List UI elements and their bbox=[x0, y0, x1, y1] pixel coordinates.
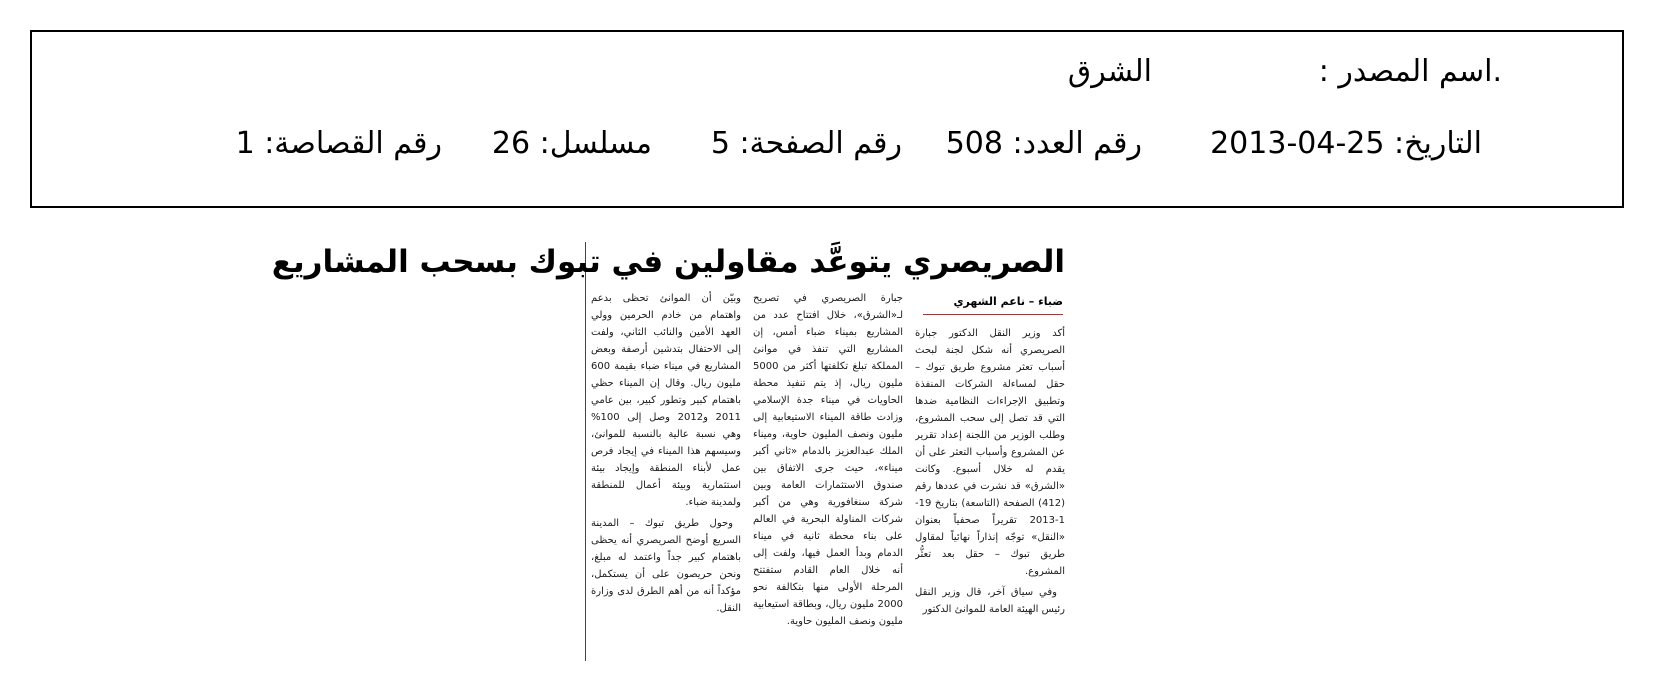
issue-number-field: رقم العدد: 508 bbox=[945, 126, 1142, 161]
newspaper-clipping bbox=[271, 240, 1075, 663]
paragraph: أكد وزير النقل الدكتور جبارة الصريصري أنه شكل لجنة لبحث أسباب تعثر مشروع طريق تبوك – حقل لمساءلة الشركات المنفذة وتطبيق الإجراءات النظامية ضدها التي قد تصل إلى سحب المشروع، وطلب الوزير من اللجنة إعداد تقرير عن المشروع وأسباب التعثر على أن يقدم له خلال أسبوع. وكانت «الشرق» قد نشرت في عددها رقم (412) الصفحة (التاسعة) بتاريخ 19-1-2013 تقريراً صحفياً بعنوان «النقل» توجّه إنذاراً نهائياً لمقاول طريق تبوك – حقل بعد تعثُّر المشروع. bbox=[915, 328, 1065, 577]
article-column-3 bbox=[591, 290, 741, 663]
page-number-field: رقم الصفحة: 5 bbox=[710, 126, 902, 161]
article-column-1 bbox=[915, 325, 1065, 663]
column-rule bbox=[585, 242, 586, 661]
paragraph: جبارة الصريصري في تصريح لـ«الشرق»، خلال افتتاح عدد من المشاريع بميناء ضباء أمس، إن المشاريع التي تنفذ في موانئ المملكة تبلغ تكلفتها أكثر من 5000 مليون ريال، إذ يتم تنفيذ محطة الحاويات في ميناء جدة الإسلامي وزادت طاقة الميناء الاستيعابية إلى مليون ونصف المليون حاوية، وميناء الملك عبدالعزيز بالدمام «ثاني أكبر ميناء»، حيث جرى الاتفاق بين صندوق الاستثمارات العامة وبين شركة سنغافورية وهي من أكبر شركات المناولة البحرية في العالم على بناء محطة ثانية في ميناء الدمام وبدأ العمل فيها، ولفت إلى أنه خلال العام القادم ستفتتح المرحلة الأولى منها بتكالفة نحو 2000 مليون ريال، وبطاقة استيعابية مليون ونصف المليون حاوية. bbox=[753, 293, 903, 627]
serial-field: مسلسل: 26 bbox=[491, 126, 652, 161]
paragraph: وبيّن أن الموانئ تحظى بدعم واهتمام من خادم الحرمين وولي العهد الأمين والنائب الثاني، ولفت إلى الاحتفال بتدشين أرصفة وبعض المشاريع في ميناء ضباء بقيمة 600 مليون ريال. وقال إن الميناء حظي باهتمام كبير وتطور كبير، بين عامي 2011 و2012 وصل إلى 100% وهي نسبة عالية بالنسبة للموانئ، وسيسهم هذا الميناء في إيجاد فرص عمل لأبناء المنطقة وإيجاد بيئة استثمارية وبيئة أعمال للمنطقة ولمدينة ضباء. bbox=[591, 293, 741, 508]
article-column-2 bbox=[753, 290, 903, 663]
paragraph: وحول طريق تبوك – المدينة السريع أوضح الصريصري أنه يحظى باهتمام كبير جداً واعتمد له مبلغ، ونحن حريصون على أن يستكمل، مؤكداً أنه من أهم الطرق لدى وزارة النقل. bbox=[591, 518, 741, 614]
source-label: .اسم المصدر : bbox=[1318, 54, 1502, 89]
article-headline: الصريصري يتوعَّد مقاولين في تبوك بسحب المشاريع bbox=[271, 244, 1065, 280]
source-value: الشرق bbox=[1067, 54, 1152, 89]
clip-number-field: رقم القصاصة: 1 bbox=[235, 126, 442, 161]
date-field: التاريخ: 25-04-2013 bbox=[1210, 126, 1482, 161]
article-byline: ضباء – ناعم الشهري bbox=[923, 294, 1063, 315]
paragraph: وفي سياق آخر، قال وزير النقل رئيس الهيئة العامة للموانئ الدكتور bbox=[915, 587, 1065, 615]
metadata-box bbox=[30, 30, 1624, 208]
